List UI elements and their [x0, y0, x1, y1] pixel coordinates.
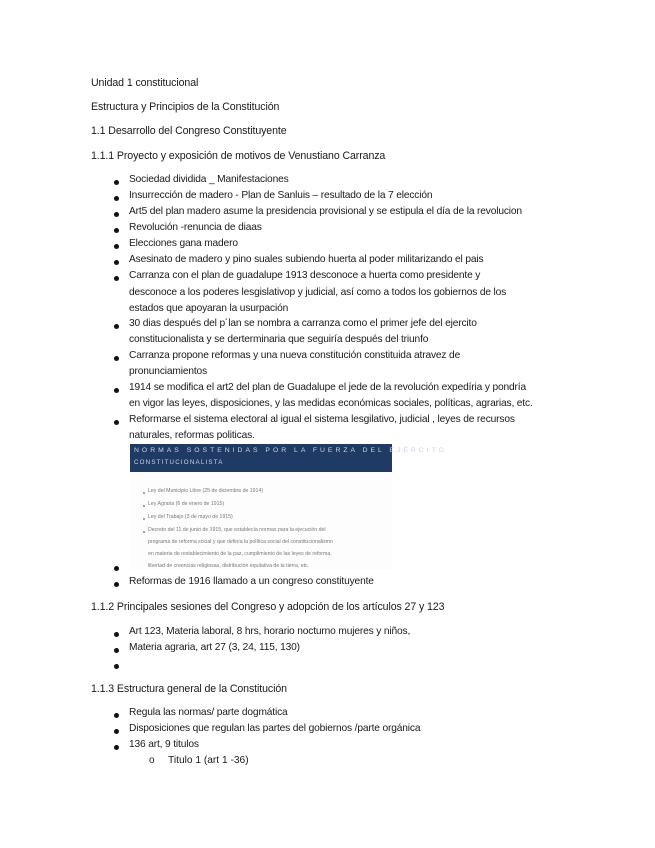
list-item: Materia agraria, art 27 (3, 24, 115, 130) [129, 642, 300, 653]
list-item: Carranza con el plan de guadalupe 1913 desconoce a huerta como presidente y [129, 270, 481, 281]
bullet-dot [114, 228, 119, 233]
slide-header-line2: CONSTITUCIONALISTA [134, 459, 224, 466]
list-item-continuation: desconoce a los poderes lesgislativop y judicial, así como a todos los gobiernos de los [129, 287, 507, 298]
bullet-dot-empty [114, 566, 119, 571]
list-item: Art5 del plan madero asume la presidencia provisional y se estipula el día de la revolucion [129, 206, 522, 217]
slide-bullet-dot [143, 531, 145, 533]
bullet-dot [114, 745, 119, 750]
slide-item: Ley Agraria (6 de enero de 1915) [148, 501, 225, 507]
list-item-continuation: constitucionalista y se derterminaria que seguiría después del triunfo [129, 334, 429, 345]
list-item: Insurrección de madero - Plan de Sanluis – resultado de la 7 elección [129, 190, 433, 201]
list-item: Carranza propone reformas y una nueva constitución constituida atravez de [129, 350, 461, 361]
embedded-slide-image [130, 444, 447, 570]
slide-item-continuation: en materia de restablecimiento de la paz, cumplimiento de las leyes de reforma, [148, 551, 332, 557]
heading-1-1-3: 1.1.3 Estructura general de la Constitución [91, 683, 287, 695]
bullet-dot [114, 324, 119, 329]
list-item: Disposiciones que regulan las partes del gobiernos /parte orgánica [129, 723, 421, 734]
bullet-dot [114, 713, 119, 718]
list-item-continuation: pronunciamientos [129, 366, 208, 377]
slide-header-line1: NORMAS SOSTENIDAS POR LA FUERZA DEL EJÉRCITO [134, 447, 447, 454]
slide-bullet-dot [143, 492, 145, 494]
slide-header [130, 444, 447, 472]
list-item-continuation: en vigor las leyes, disposiciones, y las medidas económicas sociales, políticas, agrarias, etc. [129, 398, 533, 409]
list-item: Sociedad dividida _ Manifestaciones [129, 174, 289, 185]
bullet-dot [114, 729, 119, 734]
bullet-dot [114, 196, 119, 201]
bullet-dot [114, 356, 119, 361]
list-item: 1914 se modifica el art2 del plan de Guadalupe el jede de la revolución expedíria y pondría [129, 382, 526, 393]
bullet-dot [114, 180, 119, 185]
slide-item-continuation: programa de reforma social y que definía la política social del constitucionalismo [148, 539, 333, 545]
slide-item: Ley del Municipio Libre (25 de diciembre de 1914) [148, 488, 264, 494]
list-item: 30 dias después del p´lan se nombra a carranza como el primer jefe del ejercito [129, 318, 477, 329]
list-item: Reformarse el sistema electoral al igual el sistema lesgilativo, judicial , leyes de recursos [129, 414, 515, 425]
list-item-continuation: naturales, reformas politicas. [129, 430, 255, 441]
list-item: 136 art, 9 titulos [129, 739, 199, 750]
list-item: Elecciones gana madero [129, 238, 238, 249]
heading-1-1-1: 1.1.1 Proyecto y exposición de motivos de Venustiano Carranza [91, 150, 386, 162]
bullet-dot [114, 648, 119, 653]
bullet-dot [114, 420, 119, 425]
bullet-dot [114, 276, 119, 281]
bullet-dot [114, 212, 119, 217]
list-item: Revolución -renuncia de diaas [129, 222, 262, 233]
list-item: Reformas de 1916 llamado a un congreso constituyente [129, 576, 374, 587]
bullet-dot [114, 582, 119, 587]
list-item-continuation: estados que apoyaran la usurpación [129, 303, 289, 314]
bullet-dot [114, 260, 119, 265]
heading-1-1: 1.1 Desarrollo del Congreso Constituyente [91, 125, 287, 137]
list-item: Art 123, Materia laboral, 8 hrs, horario nocturno mujeres y niños, [129, 626, 411, 637]
heading-1-1-2: 1.1.2 Principales sesiones del Congreso y adopción de los artículos 27 y 123 [91, 601, 445, 613]
bullet-dot [114, 388, 119, 393]
slide-item: Ley del Trabajo (3 de mayo de 1915) [148, 514, 233, 520]
bullet-dot [114, 632, 119, 637]
slide-item-continuation: libertad de creencias religiosas, distribución equitativa de la tierra, etc. [148, 563, 310, 569]
slide-item: Decreto del 11 de junio de 1915, que establecía normas para la ejecución del [148, 527, 326, 533]
bullet-dot-empty [114, 664, 119, 669]
slide-bullet-dot [143, 505, 145, 507]
sub-bullet-marker: o [149, 755, 155, 766]
slide-bullet-dot [143, 518, 145, 520]
section-title: Estructura y Principios de la Constitución [91, 101, 280, 113]
bullet-dot [114, 244, 119, 249]
unit-title: Unidad 1 constitucional [91, 77, 199, 89]
sub-list-item: Titulo 1 (art 1 -36) [168, 755, 249, 766]
list-item: Regula las normas/ parte dogmática [129, 707, 288, 718]
list-item: Asesinato de madero y pino suales subiendo huerta al poder militarizando el pais [129, 254, 484, 265]
